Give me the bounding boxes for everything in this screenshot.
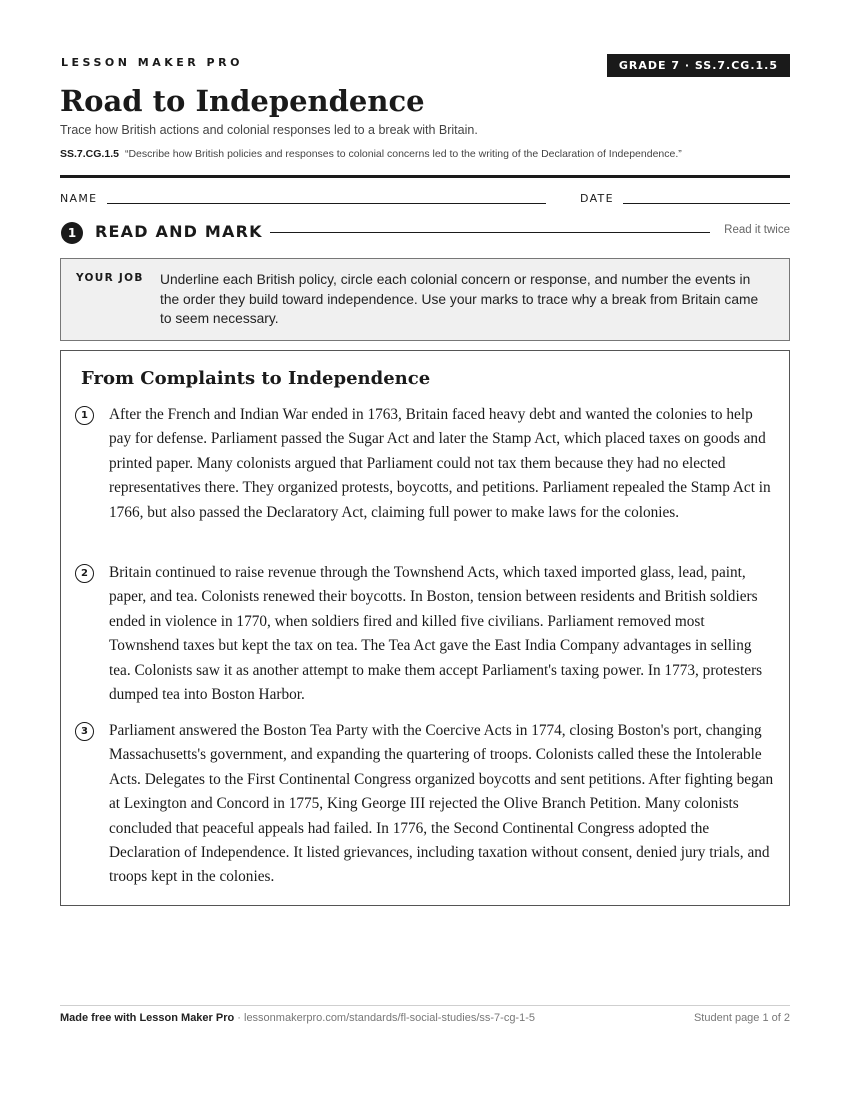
section-divider [270,232,710,233]
footer-separator: · [234,1012,244,1024]
footer-url-link[interactable]: lessonmakerpro.com/standards/fl-social-studies/ss-7-cg-1-5 [244,1012,535,1024]
paragraph-text: Britain continued to raise revenue through the Townshend Acts, which taxed imported glass, lead, paint, paper, and tea. Colonists renewed their boycotts. In Boston, tension between residents and British soldiers ended in violence in 1770, when soldiers fired and killed five civilians. Parliament removed most Townshend taxes but kept the tax on tea. The Tea Act gave the East India Company advantages in selling tea. Colonists saw it as another attempt to make them accept Parliament's taxing power. In 1773, protesters dumped tea into Boston Harbor. [109,564,763,704]
footer-credit [60,1012,535,1024]
instructions-box [60,258,790,341]
grade-standard-badge: GRADE 7 · SS.7.CG.1.5 [607,54,790,77]
paragraph-text: Parliament answered the Boston Tea Party with the Coercive Acts in 1774, closing Boston's port, changing Massachusetts's government, and expanding the quartering of troops. Colonists called these the Intolerable Acts. Delegates to the First Continental Congress organized boycotts and sent petitions. After fighting began at Lexington and Concord in 1775, King George III rejected the Olive Branch Petition. Many colonists concluded that peaceful appeals had failed. In 1776, the Second Continental Congress adopted the Declaration of Independence. It listed grievances, including taxation without consent, denied jury trials, and troops kept in the colonies. [109,722,774,886]
paragraph-number-badge: 3 [75,722,94,741]
name-field-line[interactable] [107,203,546,204]
name-label: NAME [60,192,98,205]
page-subtitle: Trace how British actions and colonial responses led to a break with Britain. [60,123,478,137]
footer-made-with: Made free with Lesson Maker Pro [60,1012,235,1024]
instructions-text: Underline each British policy, circle each colonial concern or response, and number the events in the order they build toward independence. Use your marks to trace why a break from Britain came to seem necessary. [160,272,759,326]
footer-page-number: Student page 1 of 2 [693,1012,790,1024]
paragraph-number-badge: 1 [75,406,94,425]
reading-title: From Complaints to Independence [81,368,431,389]
date-field-line[interactable] [623,203,790,204]
section-note: Read it twice [724,224,790,236]
page-title: Road to Independence [60,84,425,118]
section-title: READ AND MARK [95,222,263,241]
section-number-badge: 1 [61,222,83,244]
paragraph-number-badge: 2 [75,564,94,583]
brand-name: LESSON MAKER PRO [61,56,243,69]
header-divider [60,175,790,178]
date-label: DATE [580,192,614,205]
standard-statement [60,148,682,160]
standard-text: “Describe how British policies and responses to colonial concerns led to the writing of the Declaration of Independence.” [124,148,682,160]
paragraph-text: After the French and Indian War ended in 1763, Britain faced heavy debt and wanted the colonies to help pay for defense. Parliament passed the Sugar Act and later the Stamp Act, which placed taxes on goods and printed paper. Many colonists argued that Parliament could not tax them because they had no elected representatives there. They organized protests, boycotts, and petitions. Parliament repealed the Stamp Act in 1766, but also passed the Declaratory Act, claiming full power to make laws for the colonies. [109,406,771,521]
standard-code: SS.7.CG.1.5 [60,148,119,160]
footer-divider [60,1005,790,1006]
instructions-label: YOUR JOB [76,272,144,284]
reading-passage-box [60,350,790,906]
